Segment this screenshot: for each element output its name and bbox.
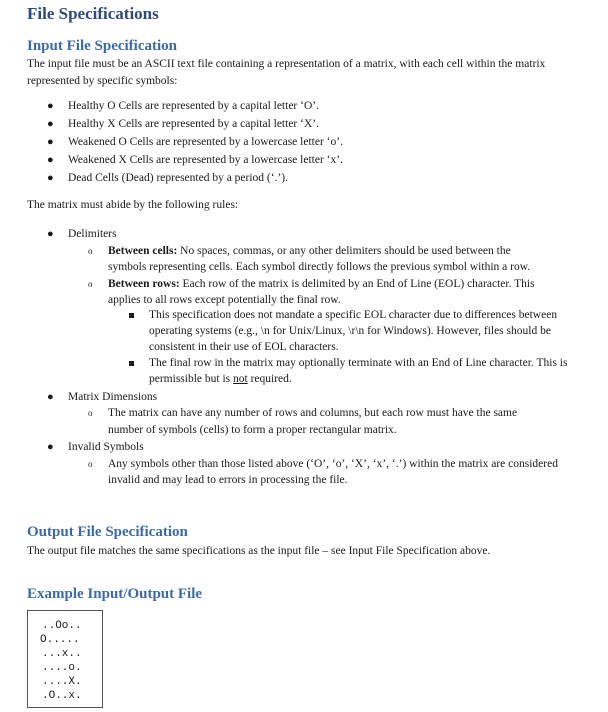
symbol-item: Healthy O Cells are represented by a capital letter ‘O’. [68,100,319,112]
between-cells-line1 [108,243,511,260]
invalid-line2: invalid and may lead to errors in processing the file. [108,474,348,486]
code-line: ...x.. [42,648,82,660]
bullet-dot: ● [47,228,54,240]
code-line: ....o. [42,662,82,674]
final-row-line2 [149,371,292,388]
between-rows-line1 [108,276,535,293]
delimiters-label: Delimiters [68,228,117,240]
page-title: File Specifications [27,4,159,23]
output-spec-heading: Output File Specification [27,524,188,540]
bullet-dot: ● [47,136,54,148]
square-bullet [129,313,134,318]
dimensions-label: Matrix Dimensions [68,391,158,403]
code-line: O..... [40,634,80,646]
example-heading: Example Input/Output File [27,586,203,602]
bullet-dot: ● [47,154,54,166]
symbol-item: Dead Cells (Dead) represented by a period (‘.’). [68,172,288,184]
final-row-not: not [233,373,248,385]
code-line: ..Oo.. [42,620,82,632]
eol-note-line3: consistent in their use of EOL characters. [149,341,339,353]
final-row-text-a: permissible but is [149,373,234,385]
square-bullet [129,361,134,366]
input-intro-line1: The input file must be an ASCII text file containing a representation of a matrix, with each cell within the matrix [27,58,546,70]
output-spec-text: The output file matches the same specifications as the input file – see Input File Specification above. [27,545,491,557]
bullet-dot: ● [47,172,54,184]
bullet-dot: ● [47,118,54,130]
between-cells-label: Between cells: [108,245,178,257]
bullet-dot: ● [47,441,54,453]
input-intro-line2: represented by specific symbols: [27,75,178,87]
invalid-label: Invalid Symbols [68,441,144,453]
code-line: ....X. [42,676,82,688]
symbol-item: Weakened X Cells are represented by a lowercase letter ‘x’. [68,154,343,166]
between-rows-line2: applies to all rows except potentially the final row. [108,294,341,306]
dimensions-line1: The matrix can have any number of rows and columns, but each row must have the same [108,407,518,419]
final-row-text-b: required. [247,373,292,385]
symbol-item: Healthy X Cells are represented by a capital letter ‘X’. [68,118,319,130]
between-cells-line2: symbols representing cells. Each symbol directly follows the previous symbol within a row. [108,261,531,273]
between-rows-text: Each row of the matrix is delimited by an End of Line (EOL) character. This [179,278,535,290]
bullet-dot: ● [47,100,54,112]
circle-bullet: o [88,459,93,469]
eol-note-line1: This specification does not mandate a specific EOL character due to differences between [149,309,558,321]
symbol-item: Weakened O Cells are represented by a lowercase letter ‘o’. [68,136,343,148]
circle-bullet: o [88,408,93,418]
bullet-dot: ● [47,391,54,403]
invalid-line1: Any symbols other than those listed above (‘O’, ‘o’, ‘X’, ‘x’, ‘.’) within the matrix are considered [108,458,558,470]
example-code-box [27,610,103,708]
circle-bullet: o [88,246,93,256]
code-line: .O..x. [42,690,82,702]
between-rows-label: Between rows: [108,278,180,290]
dimensions-line2: number of symbols (cells) to form a proper rectangular matrix. [108,424,397,436]
input-spec-heading: Input File Specification [27,38,178,54]
eol-note-line2: operating systems (e.g., \n for Unix/Linux, \r\n for Windows). However, files should be [149,325,551,337]
between-cells-text: No spaces, commas, or any other delimiters should be used between the [177,245,511,257]
circle-bullet: o [88,279,93,289]
final-row-line1: The final row in the matrix may optionally terminate with an End of Line character. This is [149,357,568,369]
rules-intro: The matrix must abide by the following rules: [27,199,239,211]
